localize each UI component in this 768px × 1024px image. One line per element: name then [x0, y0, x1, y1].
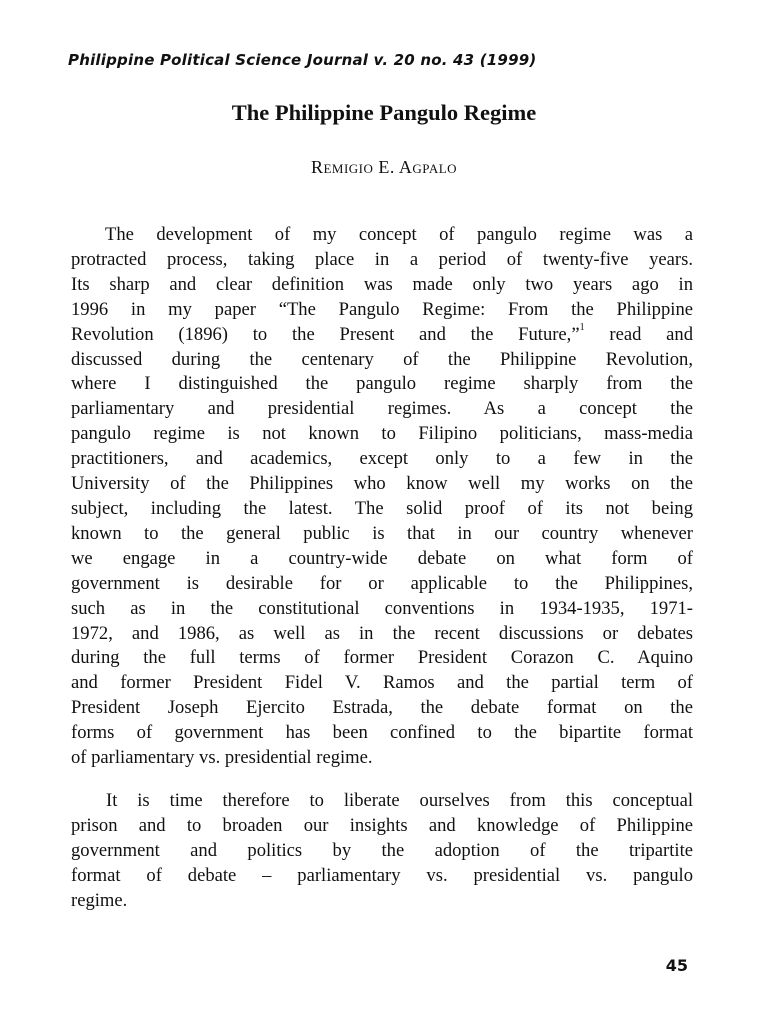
text-line: and former President Fidel V. Ramos and the partial term of — [71, 672, 693, 694]
text-line: practitioners, and academics, except only to a few in the — [71, 448, 693, 470]
footnote-marker[interactable]: 1 — [579, 322, 585, 334]
journal-citation: Philippine Political Science Journal v. 20 no. 43 (1999) — [68, 51, 537, 69]
article-author: Remigio E. Agpalo — [310, 157, 458, 177]
text-line: prison and to broaden our insights and knowledge of Philippine — [71, 814, 693, 836]
text-line: parliamentary and presidential regimes. As a concept the — [71, 398, 693, 420]
text-line: protracted process, taking place in a period of twenty-five years. — [71, 248, 693, 270]
text-line: pangulo regime is not known to Filipino politicians, mass-media — [71, 423, 693, 445]
text-line: known to the general public is that in our country whenever — [71, 522, 693, 544]
text-line: during the full terms of former President Corazon C. Aquino — [71, 647, 693, 669]
text-line: format of debate – parliamentary vs. presidential vs. pangulo — [71, 864, 693, 886]
text-line: It is time therefore to liberate ourselves from this conceptual — [106, 790, 693, 811]
article-title: The Philippine Pangulo Regime — [231, 100, 537, 125]
text-line: government and politics by the adoption of the tripartite — [71, 839, 693, 861]
text-line-with-footnote — [71, 323, 693, 348]
text-line-segment: Revolution (1896) to the Present and the Future,” — [71, 323, 580, 345]
text-line: we engage in a country-wide debate on what form of — [71, 547, 693, 569]
paragraph-2 — [71, 789, 693, 914]
paragraph-1 — [71, 223, 693, 771]
text-line: regime. — [71, 889, 128, 911]
text-line: subject, including the latest. The solid proof of its not being — [71, 497, 693, 519]
page-number: 45 — [665, 956, 688, 975]
text-line: Its sharp and clear definition was made only two years ago in — [71, 273, 693, 295]
text-line: The development of my concept of pangulo regime was a — [105, 224, 693, 245]
text-line: discussed during the centenary of the Philippine Revolution, — [71, 348, 693, 370]
text-line: such as in the constitutional conventions in 1934-1935, 1971- — [71, 597, 693, 619]
text-line: where I distinguished the pangulo regime sharply from the — [71, 373, 693, 395]
text-line-segment: read and — [609, 323, 693, 345]
text-line: 1996 in my paper “The Pangulo Regime: From the Philippine — [71, 298, 693, 320]
text-line: forms of government has been confined to the bipartite format — [71, 722, 693, 744]
text-line: President Joseph Ejercito Estrada, the debate format on the — [71, 697, 693, 719]
text-line: University of the Philippines who know well my works on the — [71, 473, 693, 495]
text-line: government is desirable for or applicable to the Philippines, — [71, 572, 693, 594]
text-line: 1972, and 1986, as well as in the recent discussions or debates — [71, 622, 693, 644]
text-line: of parliamentary vs. presidential regime. — [71, 747, 373, 769]
